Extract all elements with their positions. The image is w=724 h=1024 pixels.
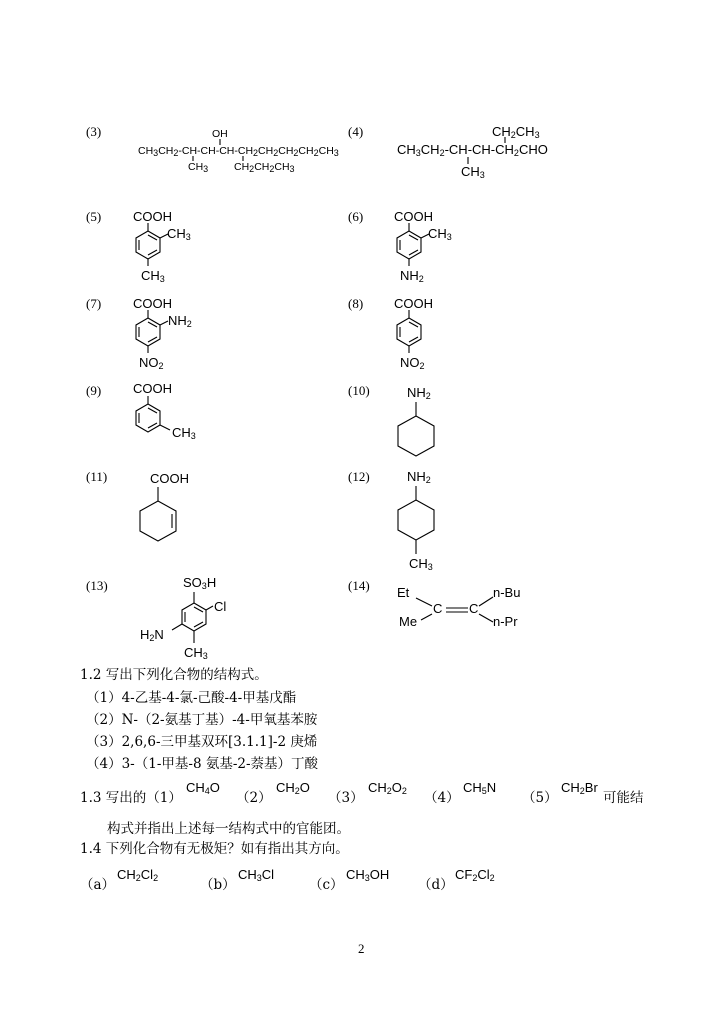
- s12-ch3: $CH_3$: [409, 556, 433, 572]
- s9-cooh: COOH: [133, 381, 172, 396]
- q13-line2: 构式并指出上述每一结构式中的官能团。: [107, 821, 350, 837]
- s14-nbu: n-Bu: [493, 585, 521, 600]
- s14-c1: C: [433, 601, 443, 616]
- s3-main: $CH_3CH_2-CH-CH-CH-CH_2CH_2CH_2CH_2CH_3$: [138, 145, 339, 158]
- q14-formula-d: $CF_2Cl_2$: [455, 867, 495, 883]
- s3-ch3: $CH_3$: [188, 161, 209, 174]
- s5-ch3-a: $CH_3$: [167, 226, 191, 242]
- label-11: (11): [86, 469, 108, 484]
- label-9: (9): [86, 383, 102, 398]
- label-3: (3): [86, 124, 102, 139]
- s12-nh2: $NH_2$: [407, 469, 431, 485]
- q12-item-1: （1）4-乙基-4-氯-己酸-4-甲基戊酯: [86, 690, 297, 706]
- q13-formula-4: $CH_5N$: [463, 780, 497, 796]
- label-8: (8): [348, 296, 364, 311]
- s7-nh2: $NH_2$: [168, 313, 192, 329]
- label-6: (6): [348, 209, 364, 224]
- label-7: (7): [86, 296, 102, 311]
- q14-formula-a: $CH_2Cl_2$: [117, 867, 159, 883]
- q13-formula-1: $CH_4O$: [186, 780, 220, 796]
- s14-me: Me: [399, 614, 418, 629]
- s4-main: $CH_3CH_2-CH-CH-CH_2CHO$: [397, 142, 548, 158]
- s3-branch: $CH_2CH_2CH_3$: [234, 161, 295, 174]
- q14-label-a: （a）: [80, 877, 116, 893]
- q13-label-4: （4）: [424, 790, 460, 806]
- q13-label-2: （2）: [236, 790, 272, 806]
- q14-label-b: （b）: [200, 877, 236, 893]
- s3-oh: OH: [212, 128, 228, 140]
- q12-item-4: （4）3-（1-甲基-8 氨基-2-萘基）丁酸: [86, 756, 319, 772]
- s13-ch3: $CH_3$: [184, 645, 208, 661]
- s8-cooh: COOH: [394, 296, 433, 311]
- q12-title: 1.2 写出下列化合物的结构式。: [80, 667, 268, 683]
- s8-no2: $NO_2$: [400, 355, 425, 371]
- s7-cooh: COOH: [133, 296, 172, 311]
- label-13: (13): [86, 578, 108, 593]
- q14-label-c: （c）: [309, 877, 344, 893]
- q14-formula-b: $CH_3Cl$: [238, 867, 275, 883]
- label-5: (5): [86, 209, 102, 224]
- label-14: (14): [348, 578, 370, 593]
- q12-item-2: （2）N-（2-氨基丁基）-4-甲氧基苯胺: [86, 712, 318, 728]
- label-12: (12): [348, 469, 370, 484]
- s7-no2: $NO_2$: [139, 355, 164, 371]
- s13-cl: Cl: [214, 599, 227, 614]
- s5-ch3-b: $CH_3$: [141, 268, 165, 284]
- q13-prefix: 1.3 写出的（1）: [80, 790, 182, 806]
- q13-suffix: 可能结: [603, 790, 644, 806]
- s9-ch3: $CH_3$: [172, 425, 196, 441]
- s5-cooh: COOH: [133, 209, 172, 224]
- q13-formula-2: $CH_2O$: [276, 780, 310, 796]
- label-4: (4): [348, 124, 364, 139]
- s13-so3h: $SO_3H$: [183, 575, 217, 591]
- q13-label-5: （5）: [522, 790, 558, 806]
- s14-et: Et: [397, 585, 410, 600]
- s6-nh2: $NH_2$: [400, 268, 424, 284]
- s6-ch3: $CH_3$: [428, 226, 452, 242]
- q12-item-3: （3）2,6,6-三甲基双环[3.1.1]-2 庚烯: [86, 734, 318, 750]
- s11-cooh: COOH: [150, 471, 189, 486]
- q14-label-d: （d）: [418, 877, 454, 893]
- q13-formula-3: $CH_2O_2$: [368, 780, 407, 796]
- page-number: 2: [358, 941, 365, 956]
- s4-top: $CH_2CH_3$: [492, 124, 540, 140]
- s10-nh2: $NH_2$: [407, 385, 431, 401]
- q13-formula-5: $CH_2Br$: [561, 780, 598, 796]
- s6-cooh: COOH: [394, 209, 433, 224]
- q14-title: 1.4 下列化合物有无极矩？如有指出其方向。: [80, 841, 349, 857]
- q13-label-3: （3）: [328, 790, 364, 806]
- label-10: (10): [348, 383, 370, 398]
- s4-bottom: $CH_3$: [461, 164, 485, 180]
- q14-formula-c: $CH_3OH$: [346, 867, 390, 883]
- s13-h2n: $H_2N$: [140, 627, 164, 643]
- s14-npr: n-Pr: [493, 614, 518, 629]
- s14-c2: C: [469, 601, 479, 616]
